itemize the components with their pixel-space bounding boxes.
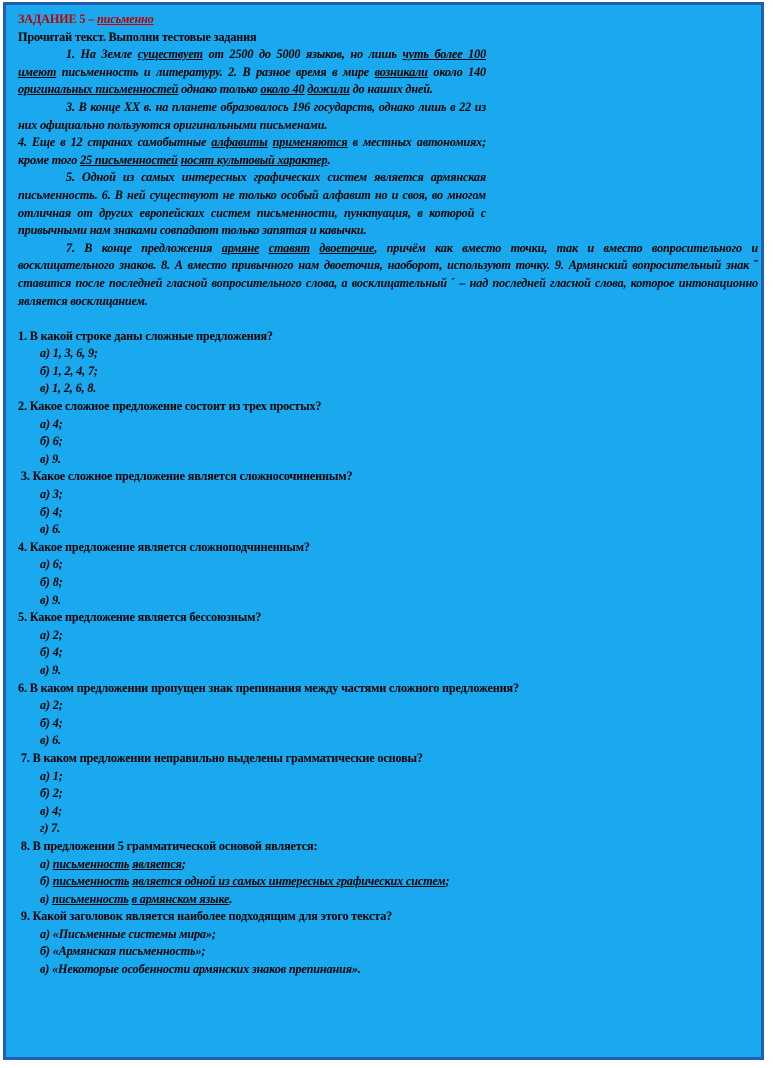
question-text: 9. Какой заголовок является наиболее подходящим для этого текста?: [18, 909, 393, 924]
answer-option: в) 4;: [40, 803, 62, 818]
answer-option: а) 1, 3, 6, 9;: [40, 346, 98, 361]
answer-option: а) 4;: [40, 416, 63, 431]
question-9: [18, 908, 758, 978]
answer-option: б) 4;: [40, 504, 63, 519]
answer-option: б) 4;: [40, 645, 63, 660]
text-paragraph-5: 7. В конце предложения армяне ставят двоеточие, причём как вместо точки, так и вместо вопросительного и восклицательного знаков. 8. А вместо привычного нам двоеточия, наоборот, используют точку. 9. Армянский вопросительный знак ˝ ставится после последней гласной вопросительного слова, а восклицательный ´ – над последней гласной слова, которое интонационно является восклицанием.: [18, 240, 759, 308]
task-title-mode: письменно: [97, 12, 154, 26]
answer-option: г) 7.: [40, 821, 60, 836]
task-card: [3, 2, 764, 1060]
question-text: 8. В предложении 5 грамматической основой является:: [18, 838, 318, 853]
question-6: [18, 680, 758, 750]
question-text: 5. Какое предложение является бессоюзным?: [18, 610, 262, 625]
answer-option: б) «Армянская письменность»;: [40, 944, 206, 959]
answer-option: в) 9.: [40, 662, 61, 677]
answer-option: в) 9.: [40, 592, 61, 607]
answer-option: б) письменность является одной из самых интересных графических систем;: [40, 874, 450, 889]
answer-option: в) 6.: [40, 522, 61, 537]
spacer: [18, 310, 758, 328]
question-text: 7. В каком предложении неправильно выделены грамматические основы?: [18, 750, 423, 765]
answer-option: в) письменность в армянском языке.: [40, 891, 233, 906]
question-text: 2. Какое сложное предложение состоит из трех простых?: [18, 399, 322, 414]
question-4: [18, 539, 758, 609]
answer-option: а) 1;: [40, 768, 63, 783]
question-5: [18, 609, 758, 679]
text-paragraph-4: 5. Одной из самых интересных графических систем является армянская письменность. 6. В ней существуют не только особый алфавит но и своя, во многом отличная от других европейских систем письменности, пунктуация, в которой с привычными нам знаками совпадают только запятая и кавычки.: [18, 170, 486, 238]
text-paragraph-2: 3. В конце XX в. на планете образовалось 196 государств, однако лишь в 22 из них официально пользуются оригинальными письменами.: [18, 99, 486, 132]
task-content: [18, 11, 758, 979]
question-7: [18, 750, 758, 838]
answer-option: в) 9.: [40, 451, 61, 466]
answer-option: б) 4;: [40, 715, 63, 730]
armenian-exclamation-mark: ´: [451, 275, 456, 290]
answer-option: б) 6;: [40, 434, 63, 449]
answer-option: б) 8;: [40, 575, 63, 589]
answer-option: в) «Некоторые особенности армянских знаков препинания».: [40, 962, 361, 977]
question-2: [18, 398, 758, 468]
question-text: 4. Какое предложение является сложноподчиненным?: [18, 539, 310, 554]
question-text: 1. В какой строке даны сложные предложения?: [18, 328, 273, 343]
armenian-question-mark: ˝: [754, 258, 758, 273]
answer-option: а) 2;: [40, 698, 63, 713]
question-3: [18, 468, 758, 538]
answer-option: а) «Письменные системы мира»;: [40, 926, 216, 941]
answer-option: а) 3;: [40, 487, 63, 502]
answer-option: в) 6.: [40, 733, 61, 748]
answer-option: в) 1, 2, 6, 8.: [40, 381, 97, 396]
task-instruction: Прочитай текст. Выполни тестовые задания: [18, 29, 257, 44]
answer-option: а) письменность является;: [40, 856, 186, 871]
answer-option: б) 1, 2, 4, 7;: [40, 363, 98, 378]
answer-option: б) 2;: [40, 786, 63, 801]
question-text: 3. Какое сложное предложение является сложносочиненным?: [18, 469, 353, 484]
question-8: [18, 838, 758, 908]
answer-option: а) 2;: [40, 627, 63, 642]
question-text: 6. В каком предложении пропущен знак препинания между частями сложного предложения?: [18, 680, 519, 695]
question-1: [18, 328, 758, 398]
answer-option: а) 6;: [40, 557, 63, 572]
text-paragraph-1: 1. На Земле существует от 2500 до 5000 языков, но лишь чуть более 100 имеют письменность и литературу. 2. В разное время в мире возникали около 140 оригинальных письменностей однако только около 40 дожили до наших дней.: [18, 47, 487, 97]
text-paragraph-3: 4. Еще в 12 странах самобытные алфавиты применяются в местных автономиях; кроме того 25 письменностей носят культовый характер.: [18, 135, 487, 167]
task-title: ЗАДАНИЕ 5 – письменно: [18, 12, 154, 26]
